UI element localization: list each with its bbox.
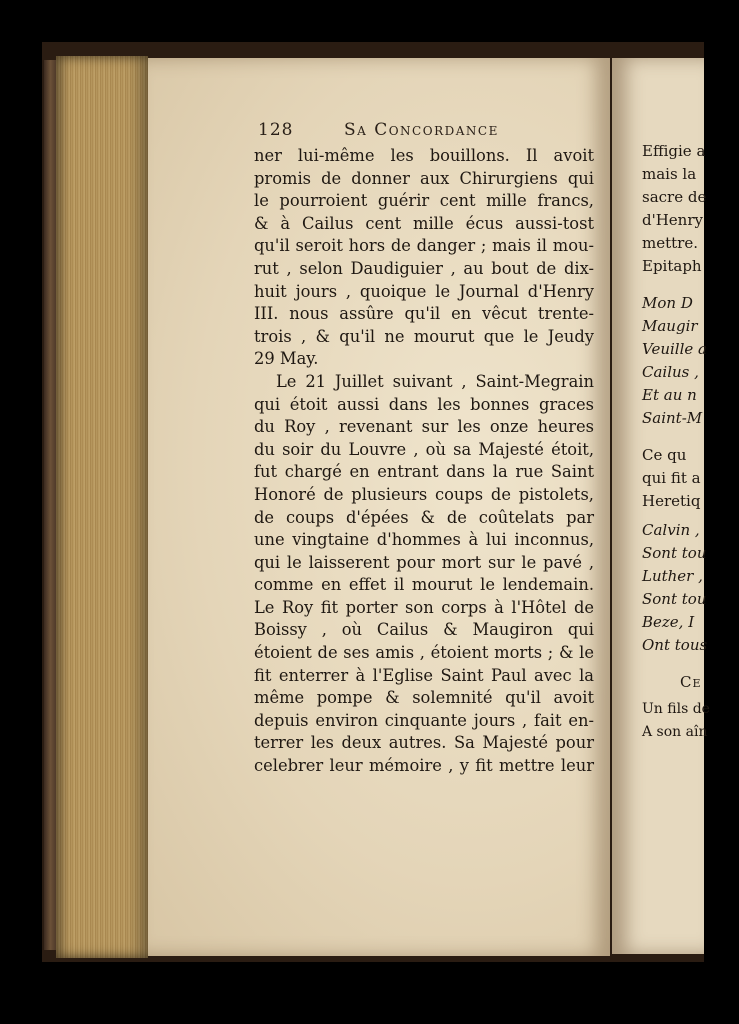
text-line: fit enterrer à l'Eglise Saint Paul avec la [254, 665, 594, 685]
text-line: qui étoit aussi dans les bonnes graces [254, 394, 594, 414]
text-line: Calvin , [642, 521, 700, 539]
text-line: une vingtaine d'hommes à lui inconnus, [254, 530, 594, 550]
page-fore-edge [56, 56, 148, 958]
text-line: terrer les deux autres. Sa Majesté pour [254, 733, 594, 753]
text-line: qui fit a [642, 469, 701, 487]
text-line: huit jours , quoique le Journal d'Henry [254, 281, 594, 301]
text-line: depuis environ cinquante jours , fait en- [254, 710, 594, 730]
text-line: Ce [680, 673, 702, 691]
text-line: Mon D [642, 294, 693, 312]
text-line: Le 21 Juillet suivant , Saint-Megrain [276, 371, 594, 391]
text-line: celebrer leur mémoire , y fit mettre leur [254, 756, 594, 776]
text-line: trois , & qu'il ne mourut que le Jeudy [254, 326, 594, 346]
text-line: Effigie a [642, 142, 706, 160]
text-line: A son aîn [642, 724, 708, 740]
text-line: Sont tou [642, 590, 707, 608]
text-line: rut , selon Daudiguier , au bout de dix- [254, 258, 594, 278]
text-line: du soir du Louvre , où sa Majesté étoit, [254, 439, 594, 459]
text-line: qu'il seroit hors de danger ; mais il mou- [254, 236, 594, 256]
text-line: Boissy , où Cailus & Maugiron qui [254, 620, 594, 640]
text-line: & à Cailus cent mille écus aussi-tost [254, 213, 594, 233]
text-line: 29 May. [254, 349, 319, 369]
running-head: Sa Concordance [344, 120, 499, 140]
text-line: sacre de [642, 188, 707, 206]
text-line: Maugir [642, 317, 698, 335]
text-line: Epitaph [642, 257, 702, 275]
text-line: même pompe & solemnité qu'il avoit [254, 688, 594, 708]
text-line: Luther , [642, 567, 703, 585]
page-header [258, 120, 594, 142]
text-line: du Roy , revenant sur les onze heures [254, 417, 594, 437]
text-line: III. nous assûre qu'il en vêcut trente- [254, 304, 594, 324]
text-line: Honoré de plusieurs coups de pistolets, [254, 484, 594, 504]
text-line: étoient de ses amis , étoient morts ; & le [254, 643, 594, 663]
text-line: promis de donner aux Chirurgiens qui [254, 168, 594, 188]
text-line: le pourroient guérir cent mille francs, [254, 191, 594, 211]
text-line: Ce qu [642, 446, 687, 464]
text-line: Saint-M [642, 409, 703, 427]
text-line: comme en effet il mourut le lendemain. [254, 575, 594, 595]
text-line: de coups d'épées & de coûtelats par [254, 507, 594, 527]
text-line: Cailus , [642, 363, 699, 381]
text-line: Veuille a [642, 340, 707, 358]
text-line: Beze, I [642, 613, 695, 631]
text-line: ner lui-même les bouillons. Il avoit [254, 146, 594, 165]
text-line: qui le laisserent pour mort sur le pavé , [254, 552, 594, 572]
page-number: 128 [258, 120, 294, 140]
text-line: Ont tous [642, 636, 708, 654]
left-page-text [254, 145, 594, 778]
text-line: mais la [642, 165, 697, 183]
text-line: Sont tou [642, 544, 707, 562]
text-line: Heretiq [642, 492, 701, 510]
text-line: d'Henry [642, 211, 703, 229]
text-line: Et au n [642, 386, 697, 404]
text-line: Le Roy fit porter son corps à l'Hôtel de [254, 597, 594, 617]
text-line: fut chargé en entrant dans la rue Saint [254, 462, 594, 482]
right-page-text [642, 140, 712, 744]
text-line: Un fils de [642, 701, 710, 717]
text-line: mettre. [642, 234, 698, 252]
